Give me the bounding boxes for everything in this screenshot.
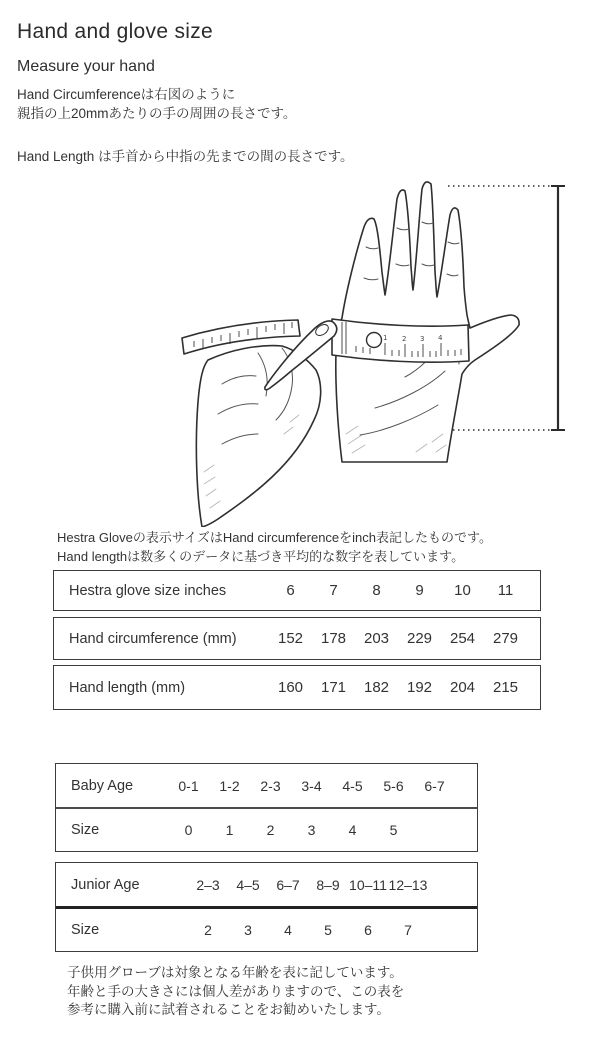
circumference-value: 254 (449, 630, 476, 647)
baby-size-value: 3 (307, 822, 316, 838)
circumference-note-line1: Hand Circumferenceは右図のように (17, 87, 236, 102)
junior-age-value: 6–7 (276, 876, 300, 893)
size-table-intro (57, 528, 492, 566)
glove-size-row (53, 570, 541, 611)
hand-length-row (53, 665, 541, 710)
junior-size-label: Size (71, 922, 100, 938)
hand-length-value: 192 (406, 679, 433, 696)
junior-size-value: 2 (204, 922, 212, 938)
kids-glove-note-line3: 参考に購入前に試着されることをお勧めいたします。 (67, 1002, 390, 1017)
junior-age-value: 10–11 (349, 876, 387, 893)
tape-number: 2 (402, 335, 407, 343)
kids-glove-note-line1: 子供用グローブは対象となる年齢を表に記しています。 (67, 965, 403, 980)
hand-measurement-illustration (170, 172, 570, 527)
baby-age-label: Baby Age (71, 777, 134, 794)
junior-size-row (56, 906, 477, 951)
size-table-intro-line1: Hestra Gloveの表示サイズはHand circumferenceをinch表記したものです。 (57, 530, 492, 545)
baby-size-row (56, 807, 477, 851)
glove-row-label: Hand circumference (mm) (69, 630, 237, 647)
baby-age-value: 1-2 (219, 777, 240, 794)
circumference-value: 152 (277, 630, 304, 647)
glove-size-value: 11 (497, 582, 514, 599)
glove-size-value: 6 (286, 582, 295, 599)
junior-size-value: 6 (364, 922, 372, 938)
junior-age-value: 4–5 (236, 876, 260, 893)
kids-glove-note (67, 964, 404, 1020)
hand-length-value: 182 (363, 679, 390, 696)
tape-number: 4 (438, 334, 443, 342)
hand-length-value: 160 (277, 679, 304, 696)
baby-age-value: 2-3 (260, 777, 281, 794)
circumference-value: 229 (406, 630, 433, 647)
baby-size-value: 4 (348, 822, 357, 838)
baby-age-value: 3-4 (301, 777, 322, 794)
glove-size-value: 10 (454, 582, 471, 599)
length-note: Hand Length は手首から中指の先までの間の長さです。 (17, 149, 354, 164)
junior-age-value: 12–13 (388, 876, 428, 893)
glove-row-label: Hestra glove size inches (69, 582, 227, 599)
page-title: Hand and glove size (17, 20, 213, 43)
junior-size-value: 4 (284, 922, 292, 938)
junior-age-row (56, 863, 477, 906)
baby-size-value: 0 (184, 822, 193, 838)
hand-length-value: 204 (449, 679, 476, 696)
tape-number: 3 (420, 335, 425, 343)
baby-size-value: 2 (266, 822, 275, 838)
baby-size-value: 1 (225, 822, 234, 838)
circumference-value: 279 (492, 630, 519, 647)
circumference-value: 178 (320, 630, 347, 647)
junior-size-value: 7 (404, 922, 412, 938)
baby-size-table (55, 763, 478, 852)
junior-age-value: 2–3 (196, 876, 220, 893)
size-table-intro-line2: Hand lengthは数多くのデータに基づき平均的な数字を表しています。 (57, 549, 465, 564)
measured-hand (336, 182, 519, 462)
section-subtitle: Measure your hand (17, 58, 155, 75)
glove-size-value: 7 (329, 582, 338, 599)
circumference-value: 203 (363, 630, 390, 647)
circumference-note (17, 85, 296, 123)
baby-age-value: 6-7 (424, 777, 445, 794)
baby-size-value: 5 (389, 822, 398, 838)
tape-measure-band (332, 319, 469, 362)
junior-size-table (55, 862, 478, 952)
circumference-note-line2: 親指の上20mmあたりの手の周囲の長さです。 (17, 106, 297, 121)
glove-size-value: 8 (372, 582, 381, 599)
baby-age-value: 0-1 (178, 777, 199, 794)
hand-circumference-row (53, 617, 541, 660)
hand-length-value: 215 (492, 679, 519, 696)
baby-age-row (56, 764, 477, 807)
junior-age-value: 8–9 (316, 876, 340, 893)
measuring-hand (182, 320, 337, 527)
baby-size-label: Size (71, 822, 100, 838)
baby-age-value: 5-6 (383, 777, 404, 794)
junior-size-value: 5 (324, 922, 332, 938)
tape-number: 1 (383, 334, 388, 342)
glove-row-label: Hand length (mm) (69, 679, 186, 696)
glove-size-value: 9 (415, 582, 424, 599)
hand-length-value: 171 (320, 679, 347, 696)
baby-age-value: 4-5 (342, 777, 363, 794)
kids-glove-note-line2: 年齢と手の大きさには個人差がありますので、この表を (67, 983, 405, 999)
junior-size-value: 3 (244, 922, 252, 938)
junior-age-label: Junior Age (71, 876, 140, 893)
